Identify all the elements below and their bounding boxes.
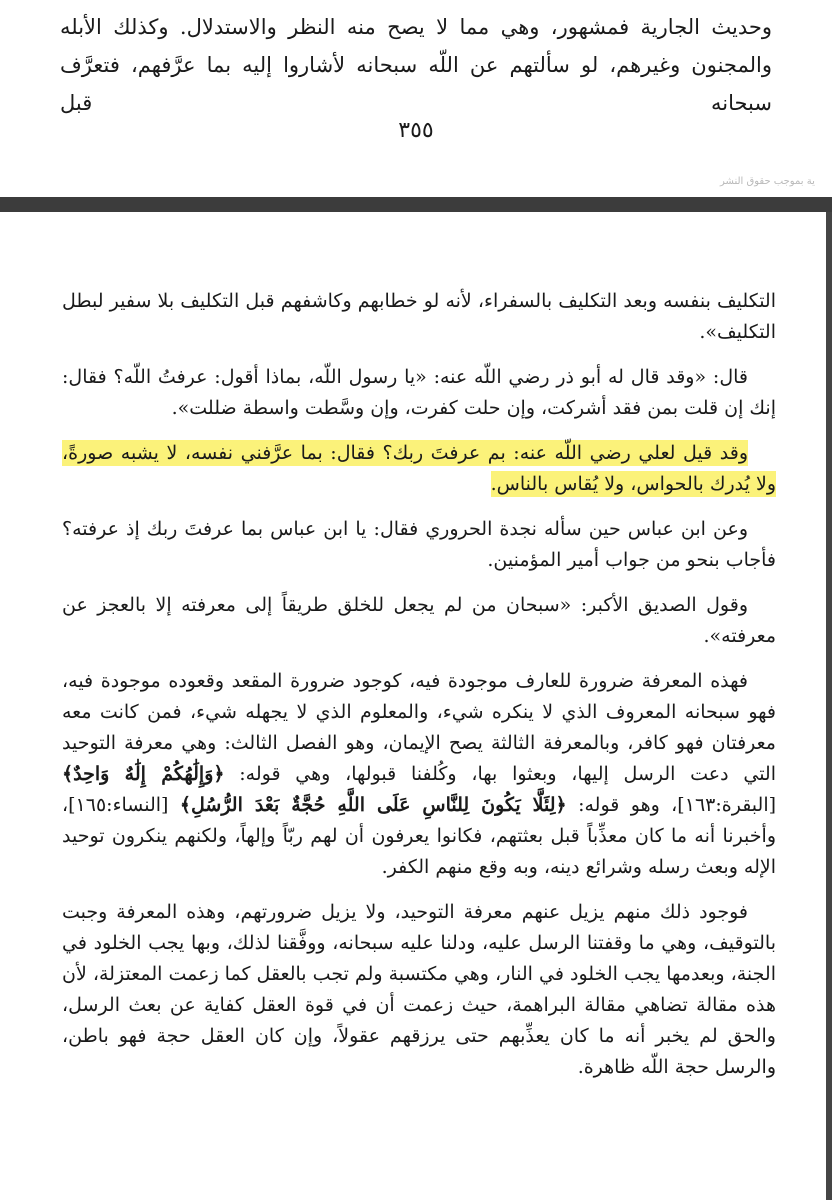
page-edge: [826, 212, 832, 1200]
paragraph: وعن ابن عباس حين سأله نجدة الحروري فقال: يا ابن عباس بما عرفتَ ربك إذ عرفته؟ فأجاب بنحو من جواب أمير المؤمنين.: [62, 518, 776, 571]
text-line: وحديث الجارية فمشهور، وهي مما لا يصح منه النظر والاستدلال. وكذلك الأبله: [60, 15, 772, 39]
page-number: ٣٥٥: [398, 118, 434, 143]
paragraph: التكليف بنفسه وبعد التكليف بالسفراء، لأنه لو خطابهم وكاشفهم قبل التكليف بلا سفير لبطل التكليف».: [62, 290, 776, 343]
previous-page-fragment: [0, 0, 832, 195]
text-line: والمجنون وغيرهم، لو سألتهم عن اللّه سبحانه لأشاروا إليه بما عرَّفهم، فتعرَّف سبحانه قبل: [60, 53, 772, 115]
paragraph-text: فهذه المعرفة ضرورة للعارف موجودة فيه، كوجود ضرورة المقعد وقعوده موجودة فيه، فهو سبحانه المعروف الذي لا ينكره شيء، والمعلوم الذي لا يجهله شيء، فمن كانت معه معرفتان فهو كافر، وبالمعرفة الثالثة يصح الإيمان، وهو الفصل الثالث: وهي معرفة التوحيد التي دعت الرسل إليها، وبعثوا بها، وكُلفنا قبولها، وهي قوله:: [62, 670, 776, 785]
paragraph: قال: «وقد قال له أبو ذر رضي اللّه عنه: «يا رسول اللّه، بماذا أقول: عرفتُ اللّه؟ فقال: إنك إن قلت بمن فقد أشركت، وإن حلت كفرت، وإن وسَّطت واسطة ضللت».: [62, 366, 776, 419]
paragraph: فوجود ذلك منهم يزيل عنهم معرفة التوحيد، ولا يزيل ضرورتهم، وهذه المعرفة وجبت بالتوقيف، وهي ما وقفتنا الرسل عليه، ودلنا عليه سبحانه، ووفَّقنا لذلك، وبها يجب الخلود في الجنة، وبعدمها يجب الخلود في النار، وهي مكتسبة ولم تجب بالعقل كما زعمت المعتزلة، لأن هذه مقالة تضاهي مقالة البراهمة، حيث زعمت أن في قوة العقل كفاية عن بعث الرسل، والحق لم يخبر أنه ما كان يعذِّبهم حتى يرزقهم عقولاً، وإن كان العقل حجة فهو باطن، والرسل حجة اللّه ظاهرة.: [62, 901, 776, 1078]
paragraph: [62, 666, 776, 883]
paragraph-text: [البقرة:١٦٣]، وهو قوله:: [566, 794, 777, 816]
quran-verse: ﴿وَإِلَٰهُكُمْ إِلَٰهٌ وَاحِدٌ﴾: [62, 763, 225, 785]
current-page: [0, 212, 826, 1200]
previous-page-text: [60, 8, 772, 122]
quran-verse: ﴿لِئَلَّا يَكُونَ لِلنَّاسِ عَلَى اللَّهِ حُجَّةٌ بَعْدَ الرُّسُلِ﴾: [179, 794, 567, 816]
page-body: [62, 286, 776, 1097]
highlighted-text: وقد قيل لعلي رضي اللّه عنه: بم عرفتَ ربك؟ فقال: بما عرَّفني نفسه، لا يشبه صورةً، ولا يُدرك بالحواس، ولا يُقاس بالناس.: [62, 442, 776, 495]
paragraph-text: [النساء:١٦٥]، وأخبرنا أنه ما كان معذِّباً قبل بعثتهم، فكانوا يعرفون أن لهم ربّاً وإلهاً، ولكنهم ينكرون توحيد الإله وبعث رسله وشرائع دينه، وبه وقع منهم الكفر.: [62, 794, 776, 878]
paragraph: وقول الصديق الأكبر: «سبحان من لم يجعل للخلق طريقاً إلى معرفته إلا بالعجز عن معرفته».: [62, 594, 776, 647]
highlighted-paragraph: [62, 438, 776, 500]
page-divider: [0, 197, 832, 212]
copyright-notice: ية بموجب حقوق النشر: [720, 176, 815, 187]
